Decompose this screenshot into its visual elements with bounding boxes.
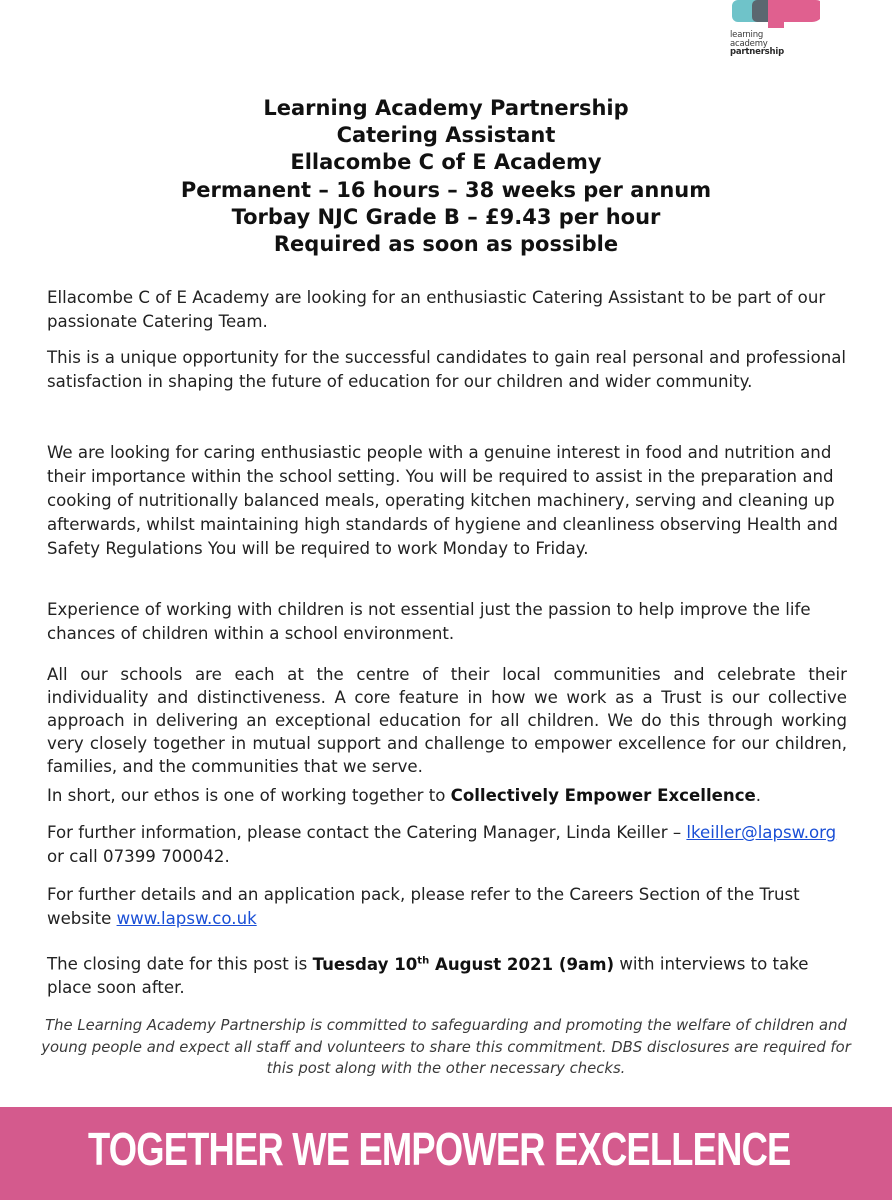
banner-slogan: TOGETHER WE EMPOWER EXCELLENCE [88, 1123, 791, 1175]
header-start: Required as soon as possible [273, 232, 619, 257]
lap-logo-wordmark [730, 31, 784, 57]
details-paragraph [47, 883, 847, 931]
safeguarding-statement: The Learning Academy Partnership is committed to safeguarding and promoting the welfare of children and young people and expect all staff and volunteers to share this commitment. DBS disclosures are required for this post along with the other necessary checks. [41, 1017, 851, 1078]
closing-month: August 2021 (9am) [429, 954, 615, 974]
logo-line-academy: academy [730, 38, 768, 49]
logo-line-partnership: partnership [730, 47, 784, 57]
closing-post: with interviews to take place soon after. [47, 954, 809, 998]
ethos-paragraph [47, 784, 847, 808]
header-grade: Torbay NJC Grade B – £9.43 per hour [231, 204, 661, 229]
contact-email-link[interactable]: lkeiller@lapsw.org [686, 823, 837, 842]
lap-logo-mark [728, 0, 820, 28]
closing-date [313, 955, 614, 974]
footer-banner [0, 1107, 892, 1200]
closing-date-paragraph [47, 949, 847, 1000]
opportunity-paragraph: This is a unique opportunity for the successful candidates to gain real personal and professional satisfaction in shaping the future of education for our children and wider community. [47, 348, 847, 391]
closing-text: The closing date for this post is [47, 954, 313, 974]
closing-day: Tuesday 10 [312, 954, 418, 974]
lap-logo [722, 0, 826, 60]
ethos-text: In short, our ethos is one of working together to [47, 786, 451, 805]
details-text: For further details and an application pack, please refer to the Careers Section of the Trust website [47, 885, 800, 928]
trust-paragraph: All our schools are each at the centre of their local communities and celebrate their individuality and distinctiveness. A core feature in how we work as a Trust is our collective approach in delivering an exceptional education for all children. We do this through working very closely together in mutual support and challenge to empower excellence for our children, families, and the communities that we serve. [47, 665, 847, 776]
intro-paragraph: Ellacombe C of E Academy are looking for an enthusiastic Catering Assistant to be part of our passionate Catering Team. [47, 288, 826, 331]
ethos-motto: Collectively Empower Excellence [450, 786, 756, 805]
contact-phone: or call 07399 700042. [47, 846, 230, 866]
header-role: Catering Assistant [336, 123, 556, 148]
job-header [0, 95, 892, 258]
closing-day-suffix: th [417, 955, 430, 966]
header-org: Learning Academy Partnership [263, 96, 629, 120]
contact-text: For further information, please contact the Catering Manager, Linda Keiller – [47, 823, 687, 842]
experience-paragraph: Experience of working with children is not essential just the passion to help improve the life chances of children within a school environment. [47, 600, 811, 643]
contact-paragraph [47, 821, 847, 869]
website-link[interactable]: www.lapsw.co.uk [116, 908, 257, 928]
header-terms: Permanent – 16 hours – 38 weeks per annum [180, 177, 712, 202]
duties-paragraph: We are looking for caring enthusiastic people with a genuine interest in food and nutrition and their importance within the school setting. You will be required to assist in the preparation and cooking of nutritionally balanced meals, operating kitchen machinery, serving and cleaning up afterwards, whilst maintaining high standards of hygiene and cleanliness observing Health and Safety Regulations You will be required to work Monday to Friday. [47, 443, 838, 558]
logo-line-learning: learning [730, 30, 764, 40]
ethos-end: . [755, 786, 762, 805]
header-school: Ellacombe C of E Academy [290, 150, 602, 175]
